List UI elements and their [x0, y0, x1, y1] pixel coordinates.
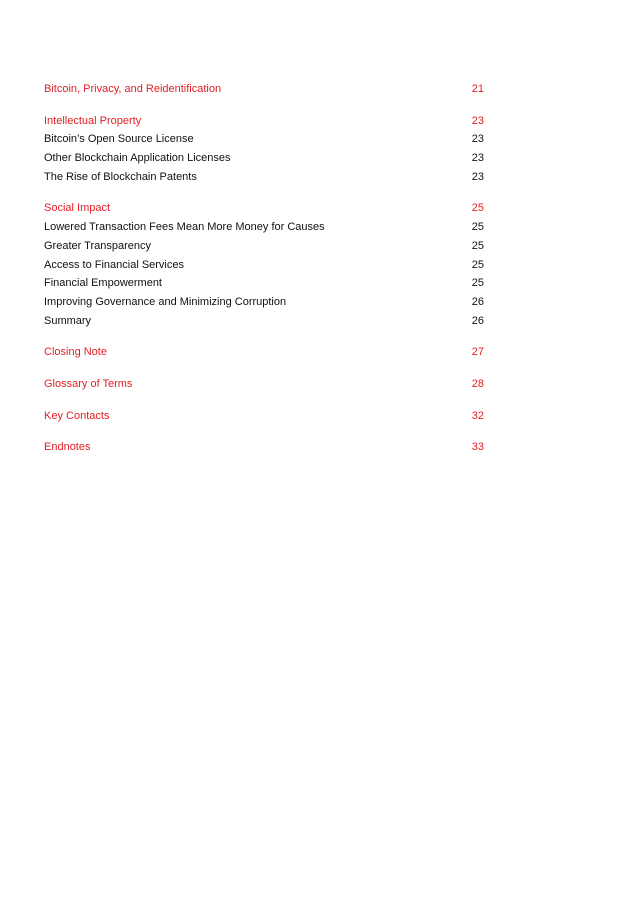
toc-item-title: Greater Transparency [44, 239, 151, 252]
toc-item-page: 23 [471, 133, 484, 146]
toc-item-title: Other Blockchain Application Licenses [44, 152, 231, 165]
toc-heading-endnotes[interactable] [44, 438, 484, 457]
toc-heading-intellectual-property[interactable] [44, 112, 484, 131]
toc-section-glossary [44, 375, 484, 394]
toc-section-endnotes [44, 438, 484, 457]
toc-section-closing-note [44, 343, 484, 362]
toc-heading-title: Closing Note [44, 346, 107, 359]
toc-heading-page: 33 [471, 441, 484, 454]
toc-item-title: Bitcoin’s Open Source License [44, 133, 194, 146]
toc-item[interactable] [44, 130, 484, 149]
toc-section-privacy [44, 80, 484, 99]
toc-item-page: 26 [471, 314, 484, 327]
toc-heading-page: 27 [471, 346, 484, 359]
toc-heading-page: 21 [471, 83, 484, 95]
toc-item[interactable] [44, 168, 484, 187]
toc-section-key-contacts [44, 407, 484, 426]
toc-item-title: Financial Empowerment [44, 277, 162, 290]
toc-item-page: 23 [471, 170, 484, 183]
toc-heading-page: 28 [471, 377, 484, 390]
toc-item-page: 26 [471, 295, 484, 308]
toc-item[interactable] [44, 237, 484, 256]
toc-section-intellectual-property [44, 112, 484, 187]
toc-item[interactable] [44, 274, 484, 293]
toc-heading-glossary[interactable] [44, 375, 484, 394]
toc-item-title: Summary [44, 314, 92, 327]
toc-item[interactable] [44, 218, 484, 237]
toc-item-title: Access to Financial Services [44, 258, 184, 271]
toc-section-social-impact [44, 199, 484, 330]
toc-item[interactable] [44, 293, 484, 312]
toc-heading-title: Key Contacts [44, 409, 110, 422]
toc-item[interactable] [44, 312, 484, 331]
toc-heading-social-impact[interactable] [44, 199, 484, 218]
toc-heading-page: 25 [471, 202, 484, 215]
toc-heading-title: Glossary of Terms [44, 377, 133, 390]
toc-item-page: 25 [471, 239, 484, 252]
toc-heading-key-contacts[interactable] [44, 407, 484, 426]
toc-item-page: 25 [471, 221, 484, 234]
toc-item-title: Lowered Transaction Fees Mean More Money for Causes [44, 221, 325, 234]
toc-heading-page: 32 [471, 409, 484, 422]
toc-heading-page: 23 [471, 114, 484, 127]
toc-item-page: 25 [471, 258, 484, 271]
toc-item-page: 25 [471, 277, 484, 290]
toc-item-title: The Rise of Blockchain Patents [44, 170, 197, 183]
toc-heading-privacy[interactable] [44, 80, 484, 99]
toc-heading-title: Social Impact [44, 202, 111, 215]
toc-item[interactable] [44, 256, 484, 275]
toc-item[interactable] [44, 149, 484, 168]
toc-heading-title: Bitcoin, Privacy, and Reidentification [44, 83, 222, 95]
toc-heading-closing-note[interactable] [44, 343, 484, 362]
toc-heading-title: Intellectual Property [44, 114, 142, 127]
toc-item-title: Improving Governance and Minimizing Corruption [44, 295, 287, 308]
toc-item-page: 23 [471, 152, 484, 165]
toc-heading-title: Endnotes [44, 441, 91, 454]
table-of-contents [44, 80, 484, 470]
